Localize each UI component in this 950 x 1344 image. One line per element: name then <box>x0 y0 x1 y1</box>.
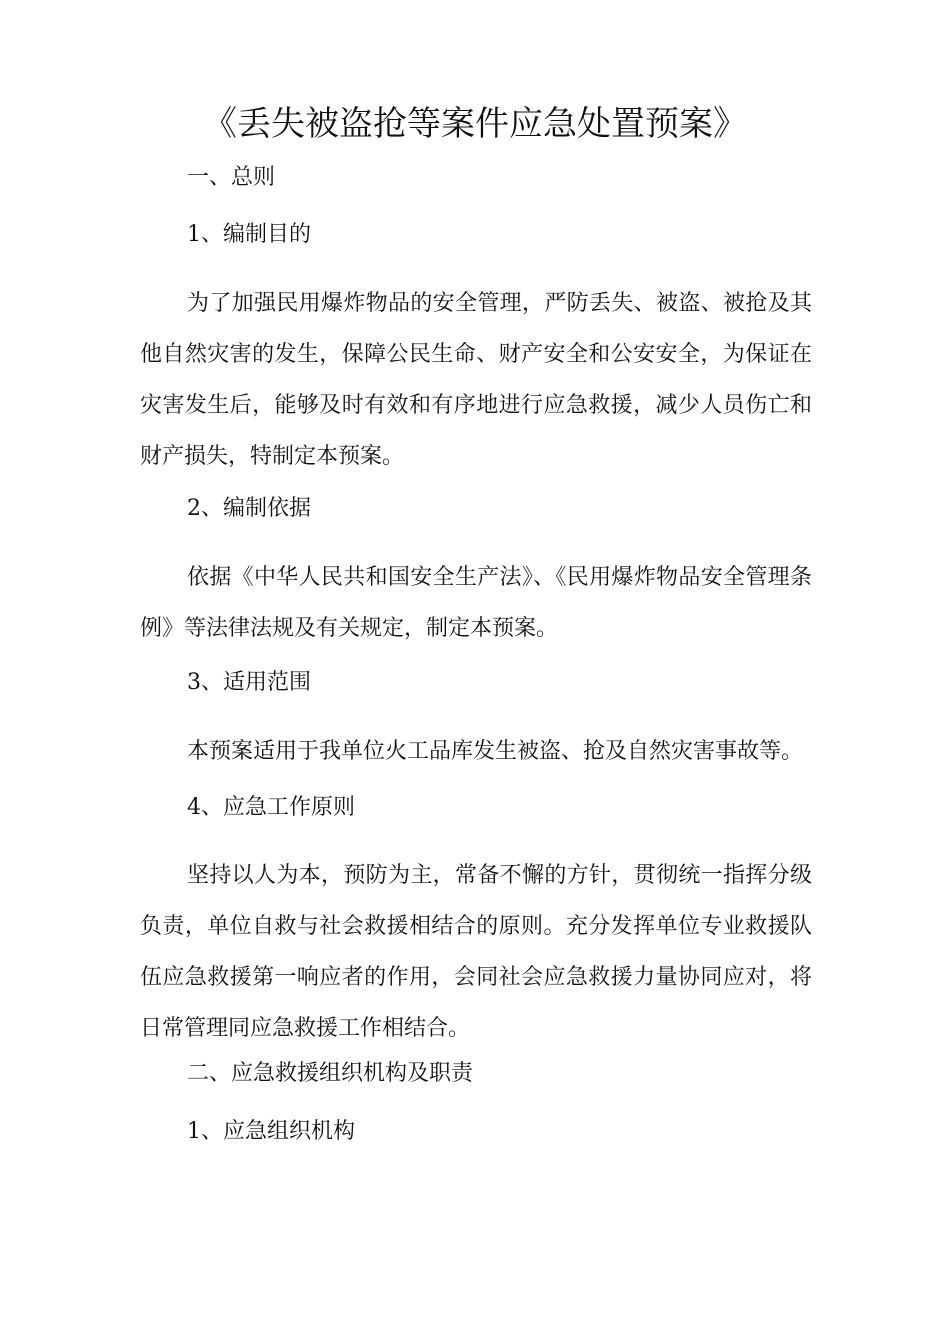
section-heading-principles: 4、应急工作原则 <box>187 795 355 820</box>
section-heading-scope: 3、适用范围 <box>187 670 311 695</box>
section-heading-purpose: 1、编制目的 <box>187 222 311 247</box>
paragraph-scope: 本预案适用于我单位火工品库发生被盗、抢及自然灾害事故等。 <box>187 739 804 764</box>
paragraph-principles: 坚持以人为本，预防为主，常备不懈的方针，贯彻统一指挥分级负责，单位自救与社会救援相结合的原则。充分发挥单位专业救援队伍应急救援第一响应者的作用，会同社会应急救援力量协同应对，将日常管理同应急救援工作相结合。 <box>140 863 812 1041</box>
section-heading-general: 一、总则 <box>187 165 276 190</box>
paragraph-purpose: 为了加强民用爆炸物品的安全管理，严防丢失、被盗、被抢及其他自然灾害的发生，保障公民生命、财产安全和公安安全，为保证在灾害发生后，能够及时有效和有序地进行应急救援，减少人员伤亡和财产损失，特制定本预案。 <box>140 291 812 469</box>
paragraph-basis: 依据《中华人民共和国安全生产法》、《民用爆炸物品安全管理条例》等法律法规及有关规定，制定本预案。 <box>140 565 812 641</box>
section-heading-basis: 2、编制依据 <box>187 496 311 521</box>
section-heading-emergency-organization: 1、应急组织机构 <box>187 1119 355 1144</box>
section-heading-organization: 二、应急救援组织机构及职责 <box>187 1061 474 1086</box>
document-title: 《丢失被盗抢等案件应急处置预案》 <box>203 104 747 144</box>
